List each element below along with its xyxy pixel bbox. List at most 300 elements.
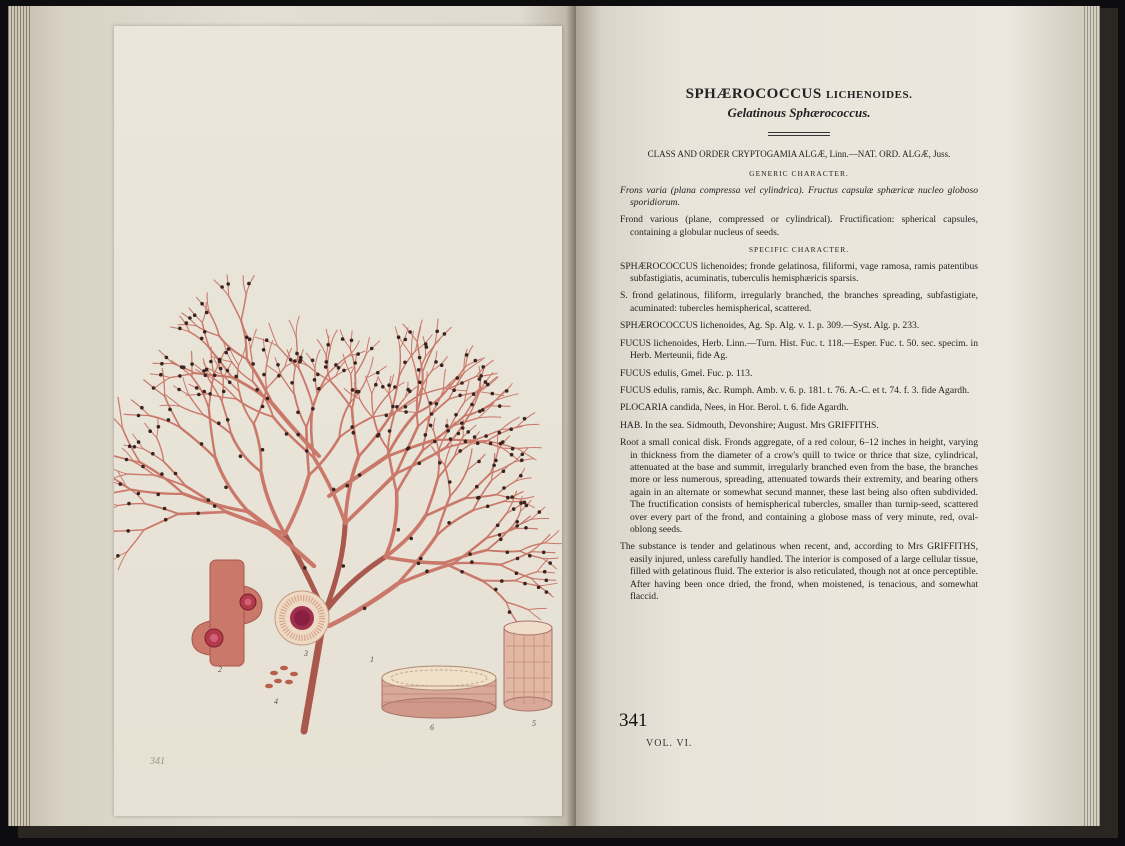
tubercle	[543, 570, 547, 574]
tubercle	[494, 588, 498, 592]
tubercle	[499, 538, 503, 542]
frond-branch	[373, 394, 389, 417]
frond-branch	[504, 501, 526, 502]
tubercle	[424, 342, 428, 346]
tubercle	[515, 520, 519, 524]
frond-branch	[497, 434, 498, 451]
tubercle	[466, 430, 470, 434]
tubercle	[448, 480, 452, 484]
frond-branch	[537, 559, 548, 572]
tubercle	[200, 442, 204, 446]
frond-branch	[315, 350, 320, 369]
frond-branch	[545, 543, 562, 544]
frond-branch	[491, 454, 495, 481]
tubercle	[265, 338, 269, 342]
tubercle	[247, 282, 251, 286]
tubercle	[224, 351, 228, 355]
tubercle	[505, 389, 509, 393]
frond-branch	[114, 552, 127, 563]
tubercle	[498, 404, 502, 408]
tubercle	[195, 386, 199, 390]
tubercle	[159, 373, 163, 377]
tubercle	[408, 390, 412, 394]
tubercle	[404, 410, 408, 414]
frond-branch	[294, 394, 306, 427]
tubercle	[479, 374, 483, 378]
frond-branch	[528, 608, 546, 609]
frond-branch	[293, 367, 295, 394]
tubercle	[151, 452, 155, 456]
tubercle	[516, 557, 520, 561]
frond-branch	[114, 468, 128, 474]
tubercle	[458, 394, 462, 398]
specific-english: S. frond gelatinous, filiform, irregularly branched, the branches spreading, subfastigiate, acuminated: tubercles hemispherical, scattered.	[620, 290, 978, 314]
tubercle	[476, 441, 480, 445]
tubercle	[197, 393, 201, 397]
tubercle	[167, 418, 171, 422]
figure-6-cellular-disc	[382, 666, 496, 718]
figure-2-frond-section	[192, 560, 262, 666]
title-species: LICHENOIDES.	[825, 89, 913, 101]
frond-branch	[351, 374, 352, 402]
tubercle	[387, 383, 391, 387]
tubercle	[524, 526, 528, 530]
tubercle	[207, 498, 211, 502]
page-title	[620, 88, 978, 101]
frond-branch	[434, 416, 464, 440]
tubercle	[276, 363, 280, 367]
frond-branch	[545, 531, 559, 543]
tubercle	[239, 454, 243, 458]
tubercle	[127, 502, 131, 506]
tubercle	[261, 405, 265, 409]
tubercle	[388, 429, 392, 433]
tubercle	[251, 362, 255, 366]
tubercle	[165, 356, 169, 360]
frond-branch	[289, 320, 296, 339]
volume-label: VOL. VI.	[646, 738, 693, 749]
tubercle	[425, 345, 429, 349]
tubercle	[140, 406, 144, 410]
tubercle	[548, 561, 552, 565]
tubercle	[226, 418, 230, 422]
frond-branch	[528, 610, 540, 620]
tubercle	[523, 582, 527, 586]
tubercle	[418, 356, 422, 360]
tubercle	[213, 504, 217, 508]
tubercle	[317, 387, 321, 391]
figure-label-1: 1	[370, 655, 374, 664]
tubercle	[200, 337, 204, 341]
generic-latin: Frons varia (plana compressa vel cylindrica). Fructus capsulæ sphæricæ nucleo globoso sporidiorum.	[620, 184, 978, 209]
frond-branch	[114, 526, 116, 531]
tubercle	[464, 440, 468, 444]
page-number: 341	[619, 710, 648, 731]
tubercle	[512, 507, 516, 511]
tubercle	[542, 551, 546, 555]
frond-branch	[299, 369, 313, 407]
tubercle	[438, 461, 442, 465]
tubercle	[356, 352, 360, 356]
tubercle	[137, 414, 141, 418]
frond-branch	[116, 530, 144, 531]
tubercle	[457, 432, 461, 436]
tubercle	[190, 362, 194, 366]
figure-label-3: 3	[304, 649, 308, 658]
text-column	[620, 88, 978, 608]
tubercle	[133, 445, 137, 449]
tubercle	[484, 434, 488, 438]
tubercle	[125, 458, 129, 462]
tubercle	[352, 431, 356, 435]
tubercle	[374, 383, 378, 387]
tubercle	[220, 285, 224, 289]
tubercle	[528, 554, 532, 558]
tubercle	[478, 377, 482, 381]
tubercle	[209, 360, 213, 364]
tubercle	[188, 316, 192, 320]
tubercle	[141, 465, 145, 469]
tubercle	[519, 474, 523, 478]
frond-branch	[399, 351, 416, 377]
tubercle	[468, 552, 472, 556]
frond-branch	[355, 354, 366, 375]
tubercle	[501, 440, 505, 444]
tubercle	[440, 363, 444, 367]
title-rule	[768, 132, 830, 136]
tubercle	[350, 425, 354, 429]
tubercle	[334, 363, 338, 367]
frond-branch	[330, 330, 337, 348]
tubercle	[407, 446, 411, 450]
tubercle	[508, 610, 512, 614]
tubercle	[409, 537, 413, 541]
tubercle	[177, 388, 181, 392]
tubercle	[226, 369, 230, 373]
tubercle	[429, 401, 433, 405]
tubercle	[465, 353, 469, 357]
frond-branch	[160, 405, 180, 406]
tubercle	[289, 358, 293, 362]
tubercle	[204, 373, 208, 377]
frond-branch	[216, 458, 249, 511]
tubercle	[345, 484, 349, 488]
tubercle	[218, 360, 222, 364]
tubercle	[519, 501, 523, 505]
tubercle	[515, 571, 519, 575]
tubercle	[200, 302, 204, 306]
tubercle	[446, 429, 450, 433]
frond-branch	[127, 530, 144, 552]
frond-branch	[178, 325, 196, 326]
frond-branch	[443, 369, 445, 390]
frond-branch	[285, 475, 309, 534]
tubercle	[202, 390, 206, 394]
frond-branch	[540, 583, 558, 586]
tubercle	[477, 460, 481, 464]
tubercle	[472, 392, 476, 396]
tubercle	[376, 434, 380, 438]
frond-branch	[144, 514, 178, 530]
frond-branch	[314, 458, 345, 524]
tubercle	[217, 421, 221, 425]
tubercle	[525, 504, 529, 508]
tubercle	[255, 388, 259, 392]
tubercle	[203, 330, 207, 334]
tubercle	[523, 417, 527, 421]
tubercle	[429, 424, 433, 428]
tubercle	[430, 412, 434, 416]
tubercle	[506, 496, 510, 500]
frond-branch	[149, 416, 181, 428]
tubercle	[391, 405, 395, 409]
tubercle	[119, 482, 123, 486]
tubercle	[353, 361, 357, 365]
tubercle	[443, 332, 447, 336]
frond-branch	[417, 320, 422, 341]
tubercle	[477, 496, 481, 500]
tubercle	[417, 562, 421, 566]
tubercle	[313, 378, 317, 382]
frond-branch	[114, 502, 118, 506]
left-page-edges	[8, 6, 30, 826]
tubercle	[205, 311, 209, 315]
left-page	[28, 6, 576, 826]
synonym-item: FUCUS lichenoides, Herb. Linn.—Turn. Hist. Fuc. t. 118.—Esper. Fuc. t. 50. sec. specim. in Herb. Merteunii, fide Ag.	[620, 337, 978, 362]
frond-branch	[454, 563, 501, 565]
frond-branch	[444, 550, 487, 563]
tubercle	[395, 405, 399, 409]
tubercle	[461, 426, 465, 430]
tubercle	[425, 569, 429, 573]
tubercle	[137, 492, 141, 496]
synonym-item: FUCUS edulis, ramis, &c. Rumph. Amb. v. 6. p. 181. t. 76. A.-C. et t. 74. f. 3. fide Agardh.	[620, 384, 970, 396]
tubercle	[178, 327, 182, 331]
classification-line: CLASS AND ORDER CRYPTOGAMIA ALGÆ, Linn.—NAT. ORD. ALGÆ, Juss.	[647, 148, 951, 159]
specific-heading: SPECIFIC CHARACTER.	[748, 245, 850, 255]
tubercle	[293, 359, 297, 363]
frond-branch	[434, 418, 435, 432]
frond-branch	[296, 316, 299, 339]
tubercle	[404, 338, 408, 342]
frond-branch	[114, 490, 131, 498]
tubercle	[277, 374, 281, 378]
plate-number: 341	[150, 756, 165, 767]
tubercle	[502, 469, 506, 473]
tubercle	[245, 336, 249, 340]
tubercle	[460, 381, 464, 385]
frond-branch	[506, 602, 528, 610]
tubercle	[509, 427, 513, 431]
frond-branch	[331, 381, 353, 409]
specific-latin: SPHÆROCOCCUS lichenoides; fronde gelatinosa, filiformi, vage ramosa, ramis patentibus subfastigiatis, acuminatis, tuberculis hemisphæricis sparsis.	[620, 260, 978, 285]
tubercle	[486, 383, 490, 387]
tubercle	[160, 472, 164, 476]
tubercle	[299, 358, 303, 362]
tubercle	[474, 359, 478, 363]
tubercle	[417, 368, 421, 372]
figure-3-tubercle-section	[275, 591, 329, 645]
tubercle	[418, 462, 422, 466]
tubercle	[510, 453, 514, 457]
tubercle	[128, 445, 132, 449]
tubercle	[520, 458, 524, 462]
tubercle	[486, 505, 490, 509]
tubercle	[458, 449, 462, 453]
tubercle	[185, 321, 189, 325]
frond-branch	[249, 512, 315, 566]
tubercle	[148, 429, 152, 433]
tubercle	[498, 431, 502, 435]
tubercle	[290, 381, 294, 385]
tubercle	[475, 485, 479, 489]
tubercle	[168, 408, 172, 412]
tubercle	[224, 486, 228, 490]
tubercle	[228, 381, 232, 385]
frond-branch	[476, 360, 493, 376]
frond-branch	[231, 434, 261, 472]
tubercle	[227, 347, 231, 351]
tubercle	[370, 347, 374, 351]
tubercle	[434, 360, 438, 364]
figure-label-4: 4	[274, 697, 278, 706]
tubercle	[494, 459, 498, 463]
tubercle	[449, 437, 453, 441]
tubercle	[393, 385, 397, 389]
tubercle	[408, 330, 412, 334]
tubercle	[262, 373, 266, 377]
frond-branch	[209, 409, 216, 459]
tubercle	[470, 560, 474, 564]
frond-branch	[145, 504, 179, 514]
tubercle	[137, 440, 141, 444]
tubercle	[481, 365, 485, 369]
tubercle	[537, 586, 541, 590]
frond-branch	[154, 378, 170, 389]
tubercle	[433, 440, 437, 444]
frond-branch	[542, 558, 558, 559]
tubercle	[545, 579, 549, 583]
frond-branch	[438, 451, 439, 478]
frond-branch	[207, 293, 209, 312]
tubercle	[174, 472, 178, 476]
tubercle	[502, 486, 506, 490]
frond-branch	[186, 486, 227, 512]
synonym-item: SPHÆROCOCCUS lichenoides, Ag. Sp. Alg. v. 1. p. 309.—Syst. Alg. p. 233.	[620, 320, 920, 332]
tubercle	[341, 337, 345, 341]
tubercle	[262, 348, 266, 352]
synonym-list	[620, 320, 978, 414]
tubercle	[419, 557, 423, 561]
frond-branch	[246, 276, 254, 295]
frond-branch	[482, 581, 507, 603]
figure-label-5: 5	[532, 719, 536, 728]
synonym-item: FUCUS edulis, Gmel. Fuc. p. 113.	[620, 367, 753, 379]
tubercle	[196, 512, 200, 516]
title-genus: SPHÆROCOCCUS	[685, 86, 822, 102]
tubercle	[160, 362, 164, 366]
tubercle	[324, 365, 328, 369]
tubercle	[470, 403, 474, 407]
tubercle	[435, 330, 439, 334]
tubercle	[447, 521, 451, 525]
right-page-edges	[1084, 6, 1100, 826]
frond-branch	[209, 312, 219, 336]
tubercle	[521, 453, 525, 457]
frond-branch	[339, 417, 372, 437]
tubercle	[376, 371, 380, 375]
tubercle	[261, 448, 265, 452]
tubercle	[163, 507, 167, 511]
tubercle	[305, 449, 309, 453]
tubercle	[510, 495, 514, 499]
tubercle	[156, 493, 160, 497]
tubercle	[193, 313, 197, 317]
frond-branch	[241, 295, 246, 321]
tubercle	[303, 566, 307, 570]
synonym-item: PLOCARIA candida, Nees, in Hor. Berol. t. 6. fide Agardh.	[620, 402, 849, 414]
tubercle	[506, 551, 510, 555]
frond-branch	[229, 296, 241, 321]
tubercle	[418, 381, 422, 385]
tubercle	[350, 339, 354, 343]
generic-english: Frond various (plane, compressed or cylindrical). Fructification: spherical capsules, containing a globular nucleus of seeds.	[620, 214, 978, 238]
tubercle	[342, 564, 346, 568]
botanical-plate	[114, 26, 562, 816]
frond-branch	[118, 504, 145, 506]
tubercle	[342, 369, 346, 373]
frond-branch	[434, 440, 473, 441]
tubercle	[285, 432, 289, 436]
frond-branch	[114, 506, 118, 514]
frond-branch	[519, 497, 534, 499]
tubercle	[213, 374, 217, 378]
tubercle	[296, 433, 300, 437]
tubercle	[545, 590, 549, 594]
frond-branch	[531, 578, 555, 580]
figure-label-6: 6	[430, 723, 434, 732]
description-paragraph-2: The substance is tender and gelatinous when recent, and, according to Mrs GRIFFITHS, easily injured, unless carefully handled. The interior is composed of a large cellular tissue, filled with gelatinous fluid. The exterior is also reticulated, though not at once perceptible. After having been once dried, the frond, when moistened, is tenacious, and somewhat flaccid.	[620, 541, 978, 602]
tubercle	[358, 473, 362, 477]
description-paragraph-1: Root a small conical disk. Fronds aggregate, of a red colour, 6–12 inches in height, varying in thickness from the diameter of a crow's quill to twice or thrice that size, cylindrical, attenuated at the base and summit, irregularly branched even from the base, the branches more or less numerous, spreading, attenuated towards their extremity, and bearing others again in an alternate or somewhat secund manner, these last being also often subdivided. The fructification consists of hemispherical tubercles, smaller than turnip-seed, scattered over every part of the frond, and containing a globose mass of very minute, red, oval-oblong seeds.	[620, 437, 978, 535]
tubercle	[157, 425, 161, 429]
tubercle	[473, 435, 477, 439]
seaweed-illustration	[114, 26, 562, 816]
tubercle	[385, 414, 389, 418]
tubercle	[296, 411, 300, 415]
tubercle	[424, 433, 428, 437]
tubercle	[325, 360, 329, 364]
tubercle	[226, 282, 230, 286]
tubercle	[500, 579, 504, 583]
tubercle	[404, 405, 408, 409]
tubercle	[460, 421, 464, 425]
tubercle	[498, 533, 502, 537]
frond-branch	[476, 373, 497, 376]
frond-branch	[366, 376, 372, 394]
tubercle	[397, 528, 401, 532]
frond-branch	[243, 276, 246, 295]
tubercle	[492, 464, 496, 468]
generic-heading: GENERIC CHARACTER.	[749, 169, 849, 179]
tubercle	[478, 410, 482, 414]
tubercle	[126, 529, 130, 533]
frond-branch	[450, 470, 467, 496]
tubercle	[460, 570, 464, 574]
tubercle	[219, 367, 223, 371]
tubercle	[311, 407, 315, 411]
tubercle	[205, 368, 209, 372]
